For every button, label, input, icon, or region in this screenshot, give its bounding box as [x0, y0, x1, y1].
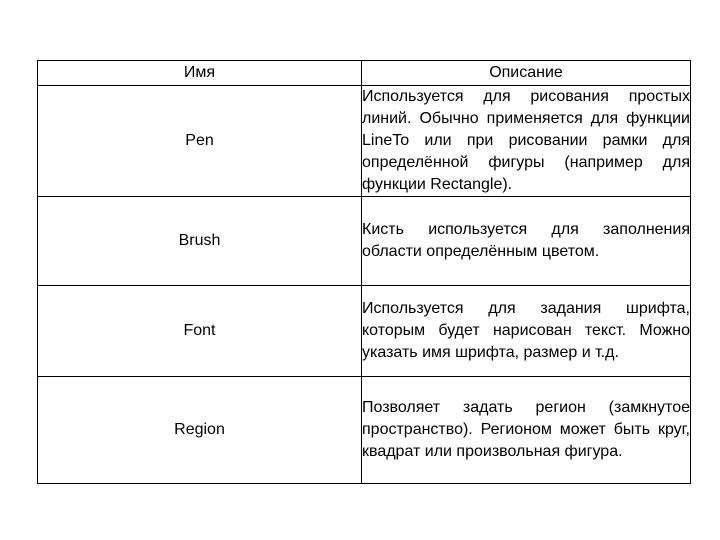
- row-description-cell: Позволяет задать регион (замкнутое пространство). Регионом может быть круг, квадрат или произвольная фигура.: [362, 377, 691, 484]
- gdi-objects-table: [37, 60, 691, 484]
- table-row: [38, 86, 691, 197]
- row-name-cell: Font: [38, 286, 362, 377]
- row-name-cell: Pen: [38, 86, 362, 197]
- row-name-cell: Region: [38, 377, 362, 484]
- table-row: [38, 197, 691, 286]
- header-name-cell: Имя: [38, 61, 362, 86]
- table-header-row: [38, 61, 691, 86]
- row-description-cell: Используется для рисования простых линий. Обычно применяется для функции LineTo или при рисовании рамки для определённой фигуры (например для функции Rectangle).: [362, 86, 691, 197]
- table-row: [38, 286, 691, 377]
- table-row: [38, 377, 691, 484]
- row-description-cell: Используется для задания шрифта, которым будет нарисован текст. Можно указать имя шрифта, размер и т.д.: [362, 286, 691, 377]
- row-name-cell: Brush: [38, 197, 362, 286]
- header-description-cell: Описание: [362, 61, 691, 86]
- row-description-cell: Кисть используется для заполнения области определённым цветом.: [362, 197, 691, 286]
